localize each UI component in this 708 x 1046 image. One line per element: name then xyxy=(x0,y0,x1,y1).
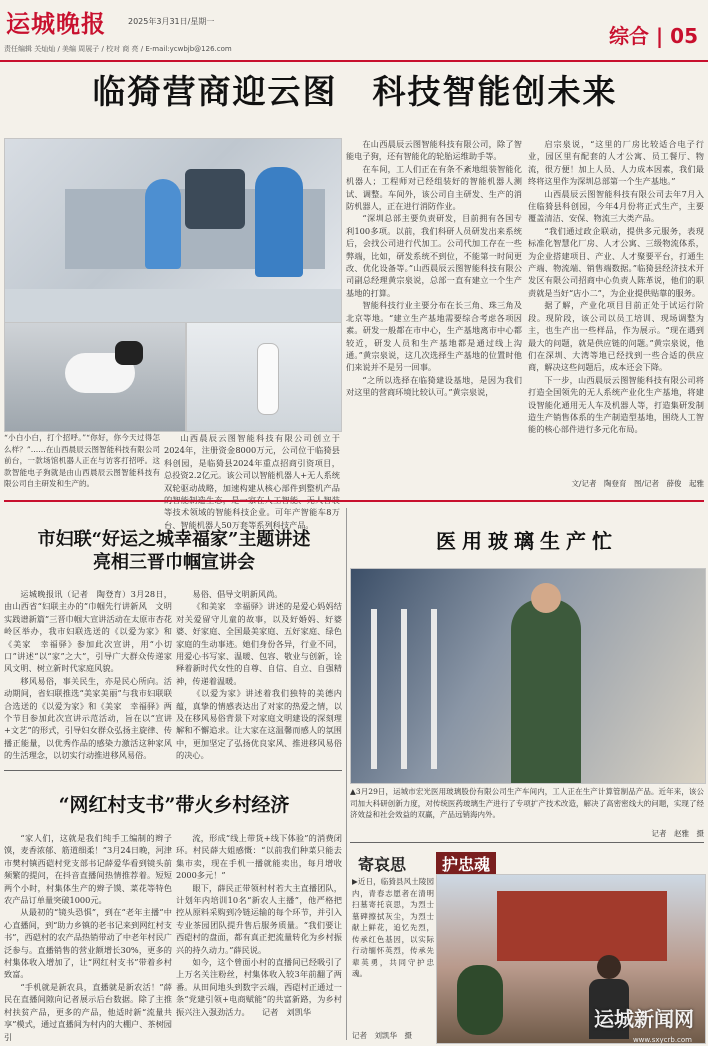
story3-col-b: 流，形成“线上带货+线下体验”的消费闭环。村民薛大姐感慨：“以前我们种菜只能去集市卖，现在手机一播就能卖出，每月增收2000多元！” 眼下，薛民正带领村村若大主直播团队，计划年内培训10名“新农人主播”，他严格把控从原料采购到冷链运输的每个环节，并引入专业茶园团队提升售后服务质量。“我们要让西硙村的盘面，都有真正把流量转化为乡村振兴的持久动力。”薛民说。 如今，这个曾面小村的直播间已经吸引了上万名关注粉丝，村集体收入较3年前翻了两番。从田间地头到数字云端，西硙村正通过一条“党建引领+电商赋能”的共富新路，为乡村振兴注入强劲活力。 记者 刘凯华 xyxy=(176,833,342,1017)
glass-credit: 记者 赵雅 摄 xyxy=(651,829,704,838)
robot-dog-photo xyxy=(4,322,186,432)
lead-headline: 临猗营商迎云图 科技智能创未来 xyxy=(92,72,618,111)
story-divider xyxy=(4,770,342,771)
bottom-caption: ▶近日，临猗县风土陵园内，青春志愿者在清明扫墓寄托哀思，为烈士墓碑擦拭灰尘，为烈士献上鲜花，追忆先烈，传承红色基因，以实际行动缅怀英烈，传承先辈英勇，共同守护忠魂。 xyxy=(352,877,434,978)
issue-date: 2025年3月31日/星期一 xyxy=(128,17,215,26)
story2-headline: 市妇联“好运之城幸福家”主题讲述 亮相三晋巾帼宣讲会 xyxy=(37,529,311,573)
lead-photo-caption: “小白小白，打个招呼。”“你好，你今天过得怎么样？”……在山西晨辰云图智能科技有限公司前台，一款场馆机器人正在与访客打招呼。这款智能电子狗就是由山西晨辰云图智能科技有限公司自主研发和生产的。 xyxy=(4,433,160,488)
column-divider xyxy=(346,508,347,1040)
newspaper-logo: 运城晚报 xyxy=(6,9,106,38)
bottom-divider xyxy=(350,842,704,843)
lead-col3: 启宗泉说，“这里的厂房比较适合电子行业，园区里有配套的人才公寓、员工餐厅、物流，很方便！加上人员、人力成本因素，我们最终将这里作为深圳总部第一个生产基地。” 山西晨辰云图智能科技有限公司去年7月入住临猗县科创园，今年4月份将正式生产，主要覆盖清洁、安保、物流三大类产品。 “我们通过政企联动，提供多元服务，表现标准化智慧化厂房、人才公寓、三级物流体系，为企业搭建项目、产业、人才聚要平台，打通生产端、物流端、销售端数据。”临猗县经济技术开发区有限公司招商中心负责人陈革说，他们的职责就是当好“店小二”，为企业提供贴靠的服务。 据了解，产业化项目目前正处于试运行阶段。现阶段，该公司以员工培训、现场调整为主，也生产出一些样品，作为展示。“现在遇到最大的问题，就是供应链的问题。”黄宗泉说，他们在深圳、大湾等地已经找到一些合适的供应商，解决这些问题后，成本还会下降。 下一步，山西晨辰云图智能科技有限公司将打造全国领先的无人系统产业化生产基地，将建设智能化通用无人车及机器人等，打造集研发制造生产销售体系的生产制造型基地，围绕人工智能的核心部件进行多元化布局。 xyxy=(528,139,704,435)
bottom-credit: 记者 刘凯华 摄 xyxy=(352,1031,412,1040)
site-watermark: 运城新闻网 xyxy=(594,1007,694,1031)
lead-col1-cont: 山西晨辰云图智能科技有限公司创立于2024年，注册资金8000万元，公司位于临猗县科创园，是临猗县2024年重点招商引资项目，总投资2.2亿元。该公司以智能机器人+无人系统双轮驱动战略，加速构建从核心部件到整机产品 等技术领域的智能科技企业。可年产智能车8万台、智能机器人50万套等系列科技产品。 xyxy=(164,433,340,530)
story3-col-a: “家人们，这就是我们纯手工编制的辫子馍，麦香浓郁、筋道细柔！”3月24日晚，河津市樊村镇西硙村党支部书记薛爱华看到镜头前频繁的提问，在抖音直播间热情推荐着。短短两个小时，村集体生产的辫子馍、菜花等特色农产品订单量突破1000元。 从最初的“镜头恐惧”，到在“老年主播”中心直播间，到“助力乡镇的老书记来到网红村支书”，西硙村的农产品热销带动了中老年村民广泛参与。直播销售的营业额增长30%，更多的村集体收入增加了，让“网红村支书”带着乡村致富。 “手机就是新农具，直播就是新农活！”薛民在直播间隙向记者展示后台数据。除了主推村扶贫产品，更多的产品，他适时新“流量共享”模式，通过直播间为村内的大棚户、茶树园引 xyxy=(4,833,172,1042)
lead-col2: 在山西晨辰云图智能科技有限公司，除了智能电子狗，还有智能化的轮胎运维助手等。 在车间，工人们正在有条不紊地组装智能化机器人；工程师对已经组装好的智能机器人测试、调整。车间外，该公司自主研发、生产的消防机器人，正在进行消防作业。 “深圳总部主要负责研发，目前拥有各国专利100多项。以前，我们科研人员研发出来系统后，会找公司进行代加工。公司代加工存在一些弊端，比如，研发系统不到位，不能第一时间更改、优化设备等。”山西晨辰云图智能科技有限公司副总经理黄宗泉说，总部一直有建立一个生产基地的打算。 智能科技行业主要分布在长三角、珠三角及北京等地。“建立生产基地需要综合考虑各项因素。研发一般都在市中心，生产基地离市中心都较近，研发人员和生产基地都是通过线上沟通。”黄宗泉说，这几次选择生产基地的位置时他们来说并不是另一回事。 “之所以选择在临猗建设基地，是因为我们对这里的营商环境比较认可。”黄宗泉说， xyxy=(346,139,522,398)
service-robot-photo xyxy=(186,322,342,432)
tag-ji-ai-si: 寄哀思 xyxy=(358,855,407,874)
section-divider xyxy=(4,500,704,502)
tag-hu-zhong-hun: 护忠魂 xyxy=(436,852,496,875)
section-label: 综合 | 05 xyxy=(608,24,698,48)
site-watermark-url: www.sxycrb.com xyxy=(632,1036,692,1044)
glass-caption: ▲3月29日，运城市宏光医用玻璃股份有限公司生产车间内，工人正在生产计算管制品产品。近年来，该公司加大科研创新力度，对传统医药玻璃生产进行了专项扩产技术改造，解决了高密密线大的问题，实现了经济效益和社会效益的双赢，产品远销海内外。 xyxy=(350,787,704,819)
factory-photo xyxy=(4,138,342,324)
editor-line: 责任编辑 关灿灿 / 美编 周展子 / 校对 商 亮 / E-mail:ycwbjb@126.com xyxy=(4,45,232,53)
glass-headline: 医用玻璃生产忙 xyxy=(436,529,618,553)
story3-headline: “网红村支书”带火乡村经济 xyxy=(58,794,290,816)
story2-col-a: 运城晚报讯（记者 陶登育）3月28日，由山西省“妇联主办的”巾帼先行讲新风 文明实践谱新篇”三晋巾帼大宣讲活动在太原市杏花岭区举办，我市妇联选送的《以爱为家》和《美家 幸福驿》参加此次宣讲，用“小切口”讲述“以“家”之大”，引导广大群众传递家风文明、树立新时代家庭风貌。 移风易俗，事关民生，亦是民心所向。活动期间，省妇联推选“美家美丽”与我市妇联联合选送的《以爱为家》和《美家 幸福驿》两个节目参加此次宣讲示范活动，旨在以“宣讲+文艺”的形式，引导妇女群众弘扬主旋律、传播正能量，以优秀作品的感染力激活这种家风的生活理念，以切实行动推进移风易俗。 xyxy=(4,589,172,761)
story2-col-b: 易俗、倡导文明新风尚。 《和美家 幸福驿》讲述的是爱心妈妈结对关爱留守儿童的故事，以及好婚妈、好婆婆、好家庭、全国最美家庭、五好家庭、绿色家庭的生动事迹。她们身份各异，行业不同，用爱心书写家、温暖、包容、敬业与创新，诠释着新时代女性的自尊、自信、自立、自强精神，传递着温暖。 《以爱为家》讲述着我们独特的美德内蕴，真挚的情感表达出了对家的热爱之情，以及在移风易俗背景下对家庭文明建设的深刻理解和不懈追求。让大家在这温馨而感人的氛围中，更加坚定了弘扬优良家风、推进移风易俗的决心。 xyxy=(176,589,342,761)
lead-credit: 文/记者 陶登育 图/记者 薛俊 起雅 xyxy=(571,479,704,488)
glass-factory-photo xyxy=(350,568,706,784)
